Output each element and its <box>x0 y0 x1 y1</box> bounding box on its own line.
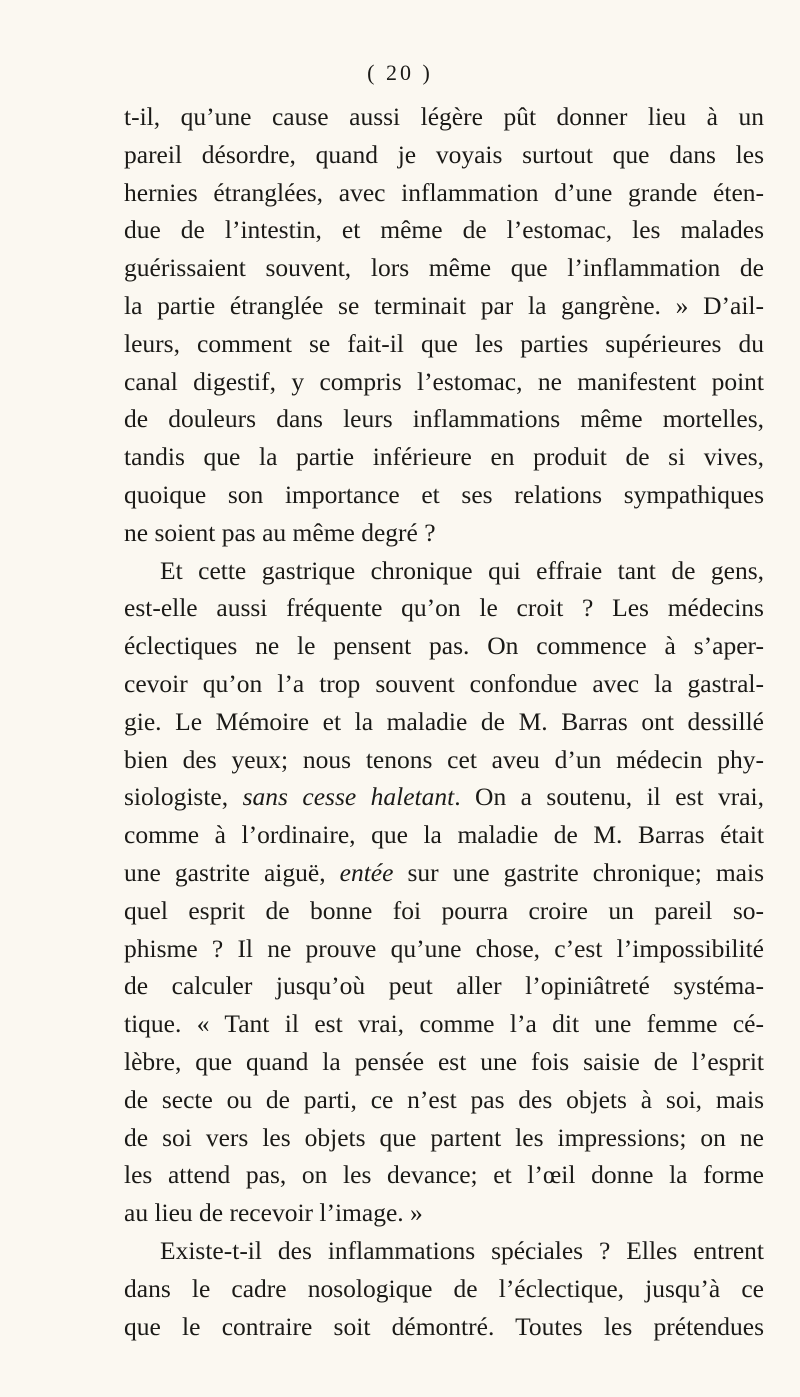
text-line: canal digestif, y compris l’estomac, ne manifestent point <box>124 366 764 396</box>
text-line: hernies étranglées, avec inflammation d’une grande éten- <box>124 177 764 207</box>
text-segment: siologiste, <box>124 782 243 812</box>
text-line: les attend pas, on les devance; et l’œil donne la forme <box>124 1160 764 1190</box>
text-line: la partie étranglée se terminait par la gangrène. » D’ail- <box>124 290 764 320</box>
text-line: leurs, comment se fait-il que les parties supérieures du <box>124 328 764 358</box>
text-line: lèbre, que quand la pensée est une fois saisie de l’esprit <box>124 1046 764 1076</box>
text-line: tique. « Tant il est vrai, comme l’a dit une femme cé- <box>124 1009 764 1039</box>
text-line: quoique son importance et ses relations sympathiques <box>124 479 764 509</box>
text-line: que le contraire soit démontré. Toutes les prétendues <box>124 1311 764 1341</box>
text-segment: sur une gastrite chronique; mais <box>393 857 764 887</box>
text-line: quel esprit de bonne foi pourra croire un pareil so- <box>124 895 764 925</box>
italic-text: entée <box>339 857 394 887</box>
text-line: tandis que la partie inférieure en produit de si vives, <box>124 442 764 472</box>
text-line: au lieu de recevoir l’image. » <box>124 1198 423 1228</box>
text-line: Et cette gastrique chronique qui effraie tant de gens, <box>160 555 764 585</box>
text-line: t-il, qu’une cause aussi légère pût donner lieu à un <box>124 102 764 131</box>
text-line: de douleurs dans leurs inflammations même mortelles, <box>124 404 764 434</box>
text-line: due de l’intestin, et même de l’estomac, les malades <box>124 215 764 245</box>
text-segment: une gastrite aiguë, <box>124 857 340 887</box>
text-line: éclectiques ne le pensent pas. On commence à s’aper- <box>124 631 764 661</box>
text-line: pareil désordre, quand je voyais surtout que dans les <box>124 139 764 169</box>
page-number: ( 20 ) <box>367 60 433 85</box>
text-line: de calculer jusqu’où peut aller l’opiniâtreté systéma- <box>124 971 764 1001</box>
text-line: de secte ou de parti, ce n’est pas des objets à soi, mais <box>124 1084 764 1114</box>
italic-text: sans cesse haletant <box>242 782 455 812</box>
text-line: phisme ? Il ne prouve qu’une chose, c’est l’impossibilité <box>124 933 764 963</box>
text-line: cevoir qu’on l’a trop souvent confondue avec la gastral- <box>124 668 764 698</box>
text-line: bien des yeux; nous tenons cet aveu d’un médecin phy- <box>124 744 764 774</box>
text-line: comme à l’ordinaire, que la maladie de M. Barras était <box>124 820 764 850</box>
text-line <box>124 854 764 892</box>
text-line: dans le cadre nosologique de l’éclectique, jusqu’à ce <box>124 1273 764 1303</box>
text-segment: . On a soutenu, il est vrai, <box>454 782 764 812</box>
body-text <box>124 98 764 1345</box>
text-line <box>124 778 764 816</box>
text-line: gie. Le Mémoire et la maladie de M. Barras ont dessillé <box>124 706 764 736</box>
text-line: de soi vers les objets que partent les impressions; on ne <box>124 1122 764 1152</box>
text-line: est-elle aussi fréquente qu’on le croit ? Les médecins <box>124 593 764 623</box>
text-line: guérissaient souvent, lors même que l’inflammation de <box>124 253 764 283</box>
text-line: ne soient pas au même degré ? <box>124 517 436 547</box>
text-line: Existe-t-il des inflammations spéciales ? Elles entrent <box>160 1235 764 1265</box>
